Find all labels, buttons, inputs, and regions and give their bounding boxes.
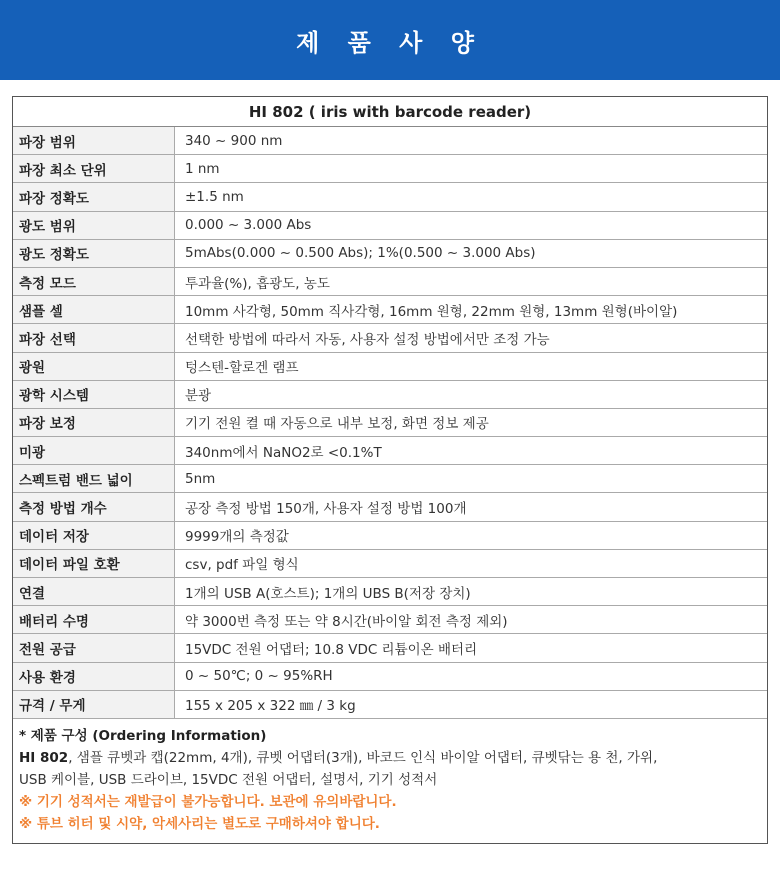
spec-label: 파장 보정 — [13, 409, 175, 436]
spec-row — [13, 465, 767, 493]
spec-value: 5nm — [185, 470, 216, 487]
spec-value: 15VDC 전원 어댑터; 10.8 VDC 리튬이온 배터리 — [185, 641, 478, 658]
spec-rows — [13, 127, 767, 719]
spec-label: 규격 / 무게 — [13, 691, 175, 718]
spec-row — [13, 578, 767, 606]
spec-row — [13, 127, 767, 155]
spec-value: 0.000 ~ 3.000 Abs — [185, 217, 312, 234]
warning-accessories: ※ 튜브 히터 및 시약, 악세사리는 별도로 구매하셔야 합니다. — [19, 815, 380, 832]
spec-label: 광도 범위 — [13, 212, 175, 239]
spec-table — [12, 96, 768, 844]
spec-label: 광원 — [13, 353, 175, 380]
spec-label: 미광 — [13, 437, 175, 464]
spec-row — [13, 155, 767, 183]
spec-value: ±1.5 nm — [185, 188, 244, 205]
ordering-info — [13, 719, 767, 843]
spec-value: 0 ~ 50℃; 0 ~ 95%RH — [185, 668, 333, 685]
spec-label: 배터리 수명 — [13, 606, 175, 633]
spec-value: 기기 전원 켤 때 자동으로 내부 보정, 화면 정보 제공 — [185, 416, 489, 433]
spec-row — [13, 550, 767, 578]
spec-label: 광학 시스템 — [13, 381, 175, 408]
items-text-1: , 샘플 큐벳과 캡(22mm, 4개), 큐벳 어댑터(3개), 바코드 인식 바이알 어댑터, 큐벳닦는 용 천, 가위, — [68, 749, 658, 766]
spec-label: 파장 정확도 — [13, 183, 175, 210]
spec-row — [13, 296, 767, 324]
spec-row — [13, 437, 767, 465]
spec-label: 측정 모드 — [13, 268, 175, 295]
spec-value: 155 x 205 x 322 ㎜ / 3 kg — [185, 698, 356, 715]
spec-row — [13, 240, 767, 268]
spec-value: 1 nm — [185, 160, 220, 177]
spec-value: 공장 측정 방법 150개, 사용자 설정 방법 100개 — [185, 501, 467, 518]
model-name: HI 802 — [19, 749, 69, 766]
spec-row — [13, 691, 767, 719]
spec-row — [13, 663, 767, 691]
ordering-items-line-1 — [19, 747, 761, 769]
spec-label: 파장 범위 — [13, 127, 175, 154]
spec-row — [13, 522, 767, 550]
table-title: HI 802 ( iris with barcode reader) — [13, 97, 767, 127]
spec-label: 데이터 저장 — [13, 522, 175, 549]
banner-title: 제 품 사 양 — [296, 28, 484, 57]
spec-value: 선택한 방법에 따라서 자동, 사용자 설정 방법에서만 조정 가능 — [185, 331, 550, 348]
spec-label: 스펙트럼 밴드 넓이 — [13, 465, 175, 492]
header-banner — [0, 0, 780, 80]
spec-value: 5mAbs(0.000 ~ 0.500 Abs); 1%(0.500 ~ 3.000 Abs) — [185, 245, 536, 262]
warning-certificate: ※ 기기 성적서는 재발급이 불가능합니다. 보관에 유의바랍니다. — [19, 793, 397, 810]
spec-row — [13, 493, 767, 521]
spec-row — [13, 183, 767, 211]
spec-value: 340nm에서 NaNO2로 <0.1%T — [185, 444, 382, 461]
ordering-items-line-2: USB 케이블, USB 드라이브, 15VDC 전원 어댑터, 설명서, 기기 성적서 — [19, 771, 438, 788]
spec-value: 340 ~ 900 nm — [185, 132, 283, 149]
spec-value: 투과율(%), 흡광도, 농도 — [185, 275, 330, 292]
spec-row — [13, 381, 767, 409]
spec-label: 사용 환경 — [13, 663, 175, 690]
spec-row — [13, 606, 767, 634]
spec-value: 10mm 사각형, 50mm 직사각형, 16mm 원형, 22mm 원형, 13mm 원형(바이알) — [185, 303, 678, 320]
spec-row — [13, 212, 767, 240]
spec-label: 전원 공급 — [13, 634, 175, 661]
spec-value: csv, pdf 파일 형식 — [185, 557, 299, 574]
spec-value: 1개의 USB A(호스트); 1개의 UBS B(저장 장치) — [185, 585, 471, 602]
spec-label: 광도 정확도 — [13, 240, 175, 267]
spec-row — [13, 409, 767, 437]
spec-label: 파장 선택 — [13, 324, 175, 351]
spec-row — [13, 634, 767, 662]
spec-label: 연결 — [13, 578, 175, 605]
spec-row — [13, 268, 767, 296]
spec-value: 약 3000번 측정 또는 약 8시간(바이알 회전 측정 제외) — [185, 613, 508, 630]
ordering-heading: * 제품 구성 (Ordering Information) — [19, 727, 267, 744]
spec-label: 데이터 파일 호환 — [13, 550, 175, 577]
spec-label: 샘플 셀 — [13, 296, 175, 323]
spec-row — [13, 324, 767, 352]
spec-label: 측정 방법 개수 — [13, 493, 175, 520]
spec-value: 9999개의 측정값 — [185, 529, 289, 546]
spec-label: 파장 최소 단위 — [13, 155, 175, 182]
spec-row — [13, 353, 767, 381]
spec-value: 텅스텐-할로겐 램프 — [185, 360, 299, 377]
spec-value: 분광 — [185, 388, 212, 405]
